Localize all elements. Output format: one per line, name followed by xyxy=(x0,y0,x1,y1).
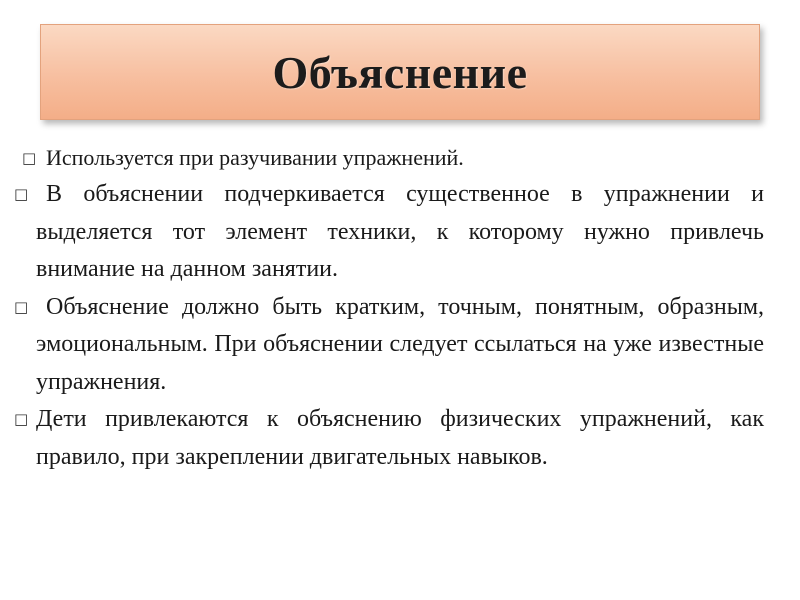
bullet-item xyxy=(0,140,800,176)
bullet-text: Дети привлекаются к объяснению физических упражнений, как правило, при закреплении двигательных навыков. xyxy=(36,406,764,470)
bullet-list xyxy=(0,140,800,476)
bullet-item xyxy=(0,289,800,402)
check-box-icon: □ xyxy=(22,149,37,167)
check-box-icon: □ xyxy=(14,185,29,203)
bullet-text: В объяснении подчеркивается существенное в упражнении и выделяется тот элемент техники, к которому нужно привлечь внимание на данном занятии. xyxy=(36,181,764,282)
bullet-text: Используется при разучивании упражнений. xyxy=(46,145,464,170)
check-box-icon: □ xyxy=(14,410,29,428)
bullet-item xyxy=(0,176,800,289)
title-banner xyxy=(40,24,760,120)
bullet-text: Объяснение должно быть кратким, точным, понятным, образным, эмоциональным. При объяснении следует ссылаться на уже известные упражнения. xyxy=(36,293,764,395)
bullet-item xyxy=(0,401,800,476)
slide-title: Объяснение xyxy=(272,46,528,98)
check-box-icon: □ xyxy=(14,297,29,316)
